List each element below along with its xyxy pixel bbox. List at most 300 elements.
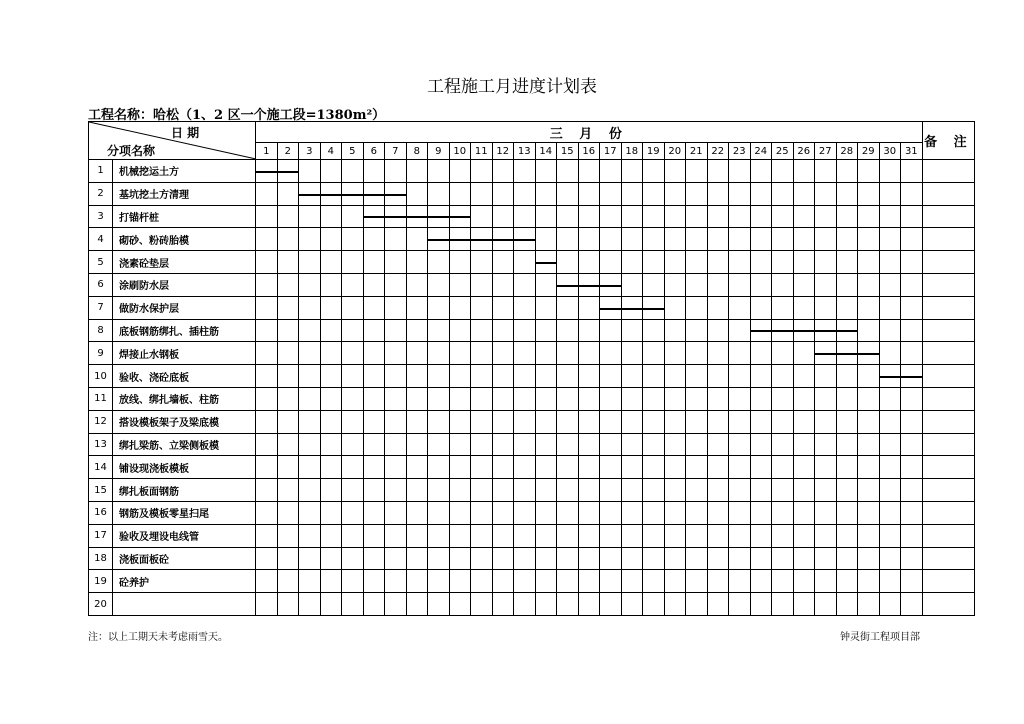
day-cell <box>363 296 385 319</box>
day-cell <box>707 433 729 456</box>
day-cell <box>858 547 880 570</box>
day-cell <box>772 593 794 616</box>
day-cell <box>621 342 643 365</box>
day-cell <box>686 456 708 479</box>
row-number: 7 <box>89 296 113 319</box>
day-cell <box>363 228 385 251</box>
day-cell <box>578 296 600 319</box>
day-cell <box>557 273 579 296</box>
day-cell <box>578 524 600 547</box>
day-cell <box>406 228 428 251</box>
day-cell <box>901 319 923 342</box>
day-cell <box>320 365 342 388</box>
day-cell <box>707 570 729 593</box>
day-cell <box>858 319 880 342</box>
day-cell <box>428 387 450 410</box>
day-cell <box>836 524 858 547</box>
table-row <box>89 251 975 274</box>
day-cell <box>621 410 643 433</box>
day-cell <box>492 228 514 251</box>
day-cell <box>772 342 794 365</box>
day-cell <box>471 182 493 205</box>
day-cell <box>793 273 815 296</box>
day-cell <box>406 410 428 433</box>
note-cell <box>922 524 975 547</box>
day-cell <box>686 296 708 319</box>
day-cell <box>342 547 364 570</box>
day-cell <box>621 456 643 479</box>
day-cell <box>428 524 450 547</box>
day-cell <box>621 319 643 342</box>
day-cell <box>793 501 815 524</box>
day-cell <box>879 456 901 479</box>
day-cell <box>299 593 321 616</box>
note-cell <box>922 410 975 433</box>
day-cell <box>342 296 364 319</box>
day-cell <box>320 182 342 205</box>
day-cell <box>342 228 364 251</box>
day-cell <box>793 410 815 433</box>
day-cell <box>471 570 493 593</box>
day-cell <box>686 160 708 183</box>
day-cell <box>428 342 450 365</box>
day-cell <box>471 342 493 365</box>
day-cell <box>707 501 729 524</box>
day-cell <box>492 547 514 570</box>
day-cell <box>750 319 772 342</box>
note-cell <box>922 547 975 570</box>
day-cell <box>492 433 514 456</box>
day-cell <box>729 410 751 433</box>
day-cell <box>750 387 772 410</box>
day-cell <box>428 319 450 342</box>
day-cell <box>557 479 579 502</box>
day-cell <box>901 342 923 365</box>
day-cell <box>406 365 428 388</box>
day-cell <box>557 410 579 433</box>
row-number: 1 <box>89 160 113 183</box>
day-cell <box>363 593 385 616</box>
day-cell <box>729 456 751 479</box>
day-cell <box>707 456 729 479</box>
day-cell <box>858 205 880 228</box>
day-cell <box>686 547 708 570</box>
day-cell <box>342 479 364 502</box>
day-cell <box>879 273 901 296</box>
day-cell <box>578 342 600 365</box>
day-cell <box>815 365 837 388</box>
table-row <box>89 524 975 547</box>
row-number: 4 <box>89 228 113 251</box>
day-header: 23 <box>729 143 751 160</box>
table-row <box>89 501 975 524</box>
day-cell <box>385 387 407 410</box>
day-cell <box>363 501 385 524</box>
day-cell <box>600 387 622 410</box>
day-cell <box>750 251 772 274</box>
day-cell <box>621 251 643 274</box>
day-cell <box>535 251 557 274</box>
day-cell <box>686 228 708 251</box>
day-cell <box>879 251 901 274</box>
row-number: 13 <box>89 433 113 456</box>
day-cell <box>535 296 557 319</box>
day-cell <box>471 456 493 479</box>
day-cell <box>643 593 665 616</box>
day-cell <box>449 205 471 228</box>
day-cell <box>557 160 579 183</box>
day-cell <box>729 228 751 251</box>
day-cell <box>428 501 450 524</box>
day-cell <box>815 182 837 205</box>
day-cell <box>707 387 729 410</box>
table-row <box>89 456 975 479</box>
day-cell <box>299 501 321 524</box>
table-row <box>89 479 975 502</box>
day-cell <box>299 228 321 251</box>
day-cell <box>836 547 858 570</box>
day-cell <box>750 228 772 251</box>
day-cell <box>750 205 772 228</box>
day-cell <box>836 387 858 410</box>
day-cell <box>406 342 428 365</box>
day-cell <box>471 273 493 296</box>
day-cell <box>492 501 514 524</box>
day-cell <box>815 593 837 616</box>
day-cell <box>729 365 751 388</box>
day-cell <box>750 433 772 456</box>
task-name: 搭设模板架子及梁底模 <box>113 410 256 433</box>
day-cell <box>621 524 643 547</box>
day-cell <box>664 342 686 365</box>
day-cell <box>686 501 708 524</box>
day-cell <box>406 205 428 228</box>
day-cell <box>471 387 493 410</box>
day-cell <box>557 365 579 388</box>
day-cell <box>277 387 299 410</box>
day-cell <box>772 319 794 342</box>
task-name: 砼养护 <box>113 570 256 593</box>
day-cell <box>772 205 794 228</box>
day-cell <box>320 501 342 524</box>
day-cell <box>707 547 729 570</box>
day-cell <box>514 547 536 570</box>
day-cell <box>385 456 407 479</box>
day-cell <box>664 228 686 251</box>
day-cell <box>277 479 299 502</box>
day-cell <box>320 205 342 228</box>
day-cell <box>750 182 772 205</box>
day-cell <box>772 182 794 205</box>
day-cell <box>406 296 428 319</box>
task-name: 焊接止水钢板 <box>113 342 256 365</box>
day-cell <box>514 456 536 479</box>
day-cell <box>406 501 428 524</box>
day-cell <box>385 228 407 251</box>
day-cell <box>686 410 708 433</box>
day-cell <box>815 387 837 410</box>
day-cell <box>256 251 278 274</box>
table-row <box>89 182 975 205</box>
day-header: 1 <box>256 143 278 160</box>
day-cell <box>686 251 708 274</box>
table-row <box>89 160 975 183</box>
day-cell <box>815 251 837 274</box>
day-cell <box>858 387 880 410</box>
day-cell <box>815 205 837 228</box>
row-number: 6 <box>89 273 113 296</box>
day-cell <box>772 570 794 593</box>
day-cell <box>836 593 858 616</box>
day-cell <box>277 319 299 342</box>
row-number: 11 <box>89 387 113 410</box>
day-cell <box>686 479 708 502</box>
day-cell <box>600 433 622 456</box>
day-cell <box>772 296 794 319</box>
day-cell <box>406 182 428 205</box>
day-header: 8 <box>406 143 428 160</box>
day-cell <box>600 365 622 388</box>
day-cell <box>729 433 751 456</box>
day-cell <box>750 547 772 570</box>
day-cell <box>557 387 579 410</box>
day-cell <box>535 228 557 251</box>
page-title: 工程施工月进度计划表 <box>427 77 597 97</box>
day-cell <box>363 387 385 410</box>
day-cell <box>277 205 299 228</box>
task-name: 放线、绑扎墙板、柱筋 <box>113 387 256 410</box>
day-cell <box>578 479 600 502</box>
day-cell <box>449 547 471 570</box>
day-cell <box>256 342 278 365</box>
day-cell <box>686 342 708 365</box>
day-cell <box>600 273 622 296</box>
day-cell <box>836 319 858 342</box>
day-cell <box>256 273 278 296</box>
day-cell <box>901 182 923 205</box>
day-cell <box>277 456 299 479</box>
day-cell <box>664 296 686 319</box>
day-cell <box>600 593 622 616</box>
day-cell <box>643 547 665 570</box>
day-cell <box>557 593 579 616</box>
day-cell <box>600 570 622 593</box>
row-number: 18 <box>89 547 113 570</box>
day-cell <box>858 160 880 183</box>
date-item-diagonal-header <box>89 122 256 160</box>
day-cell <box>793 160 815 183</box>
day-cell <box>879 524 901 547</box>
day-cell <box>901 547 923 570</box>
day-cell <box>664 479 686 502</box>
task-name: 验收、浇砼底板 <box>113 365 256 388</box>
day-cell <box>428 160 450 183</box>
row-number: 8 <box>89 319 113 342</box>
day-cell <box>815 524 837 547</box>
day-cell <box>277 547 299 570</box>
day-cell <box>363 319 385 342</box>
day-cell <box>600 319 622 342</box>
day-cell <box>428 593 450 616</box>
day-cell <box>793 479 815 502</box>
task-name: 钢筋及模板零星扫尾 <box>113 501 256 524</box>
footer-org: 钟灵街工程项目部 <box>840 632 920 643</box>
day-cell <box>492 342 514 365</box>
day-cell <box>729 387 751 410</box>
day-cell <box>320 570 342 593</box>
day-cell <box>363 547 385 570</box>
day-cell <box>256 296 278 319</box>
day-cell <box>815 547 837 570</box>
day-cell <box>750 160 772 183</box>
day-cell <box>535 319 557 342</box>
day-cell <box>557 547 579 570</box>
day-cell <box>342 319 364 342</box>
day-cell <box>793 433 815 456</box>
day-cell <box>707 524 729 547</box>
day-cell <box>621 296 643 319</box>
day-cell <box>836 342 858 365</box>
day-cell <box>535 365 557 388</box>
day-cell <box>578 547 600 570</box>
day-cell <box>815 342 837 365</box>
day-cell <box>901 365 923 388</box>
day-cell <box>363 524 385 547</box>
day-cell <box>535 433 557 456</box>
day-header: 18 <box>621 143 643 160</box>
day-cell <box>643 319 665 342</box>
day-cell <box>363 251 385 274</box>
day-cell <box>664 160 686 183</box>
day-cell <box>535 182 557 205</box>
day-cell <box>578 501 600 524</box>
day-cell <box>492 593 514 616</box>
day-cell <box>815 479 837 502</box>
day-cell <box>385 342 407 365</box>
day-cell <box>600 547 622 570</box>
day-cell <box>901 456 923 479</box>
day-cell <box>707 251 729 274</box>
day-cell <box>772 365 794 388</box>
day-cell <box>342 410 364 433</box>
day-cell <box>514 160 536 183</box>
day-cell <box>557 251 579 274</box>
day-cell <box>514 273 536 296</box>
day-cell <box>514 251 536 274</box>
day-cell <box>729 319 751 342</box>
day-cell <box>750 296 772 319</box>
day-cell <box>385 273 407 296</box>
day-cell <box>686 319 708 342</box>
day-cell <box>535 479 557 502</box>
row-number: 15 <box>89 479 113 502</box>
day-cell <box>428 251 450 274</box>
day-cell <box>256 387 278 410</box>
day-cell <box>514 182 536 205</box>
day-cell <box>879 228 901 251</box>
day-cell <box>815 433 837 456</box>
day-header: 13 <box>514 143 536 160</box>
day-cell <box>793 251 815 274</box>
day-cell <box>385 205 407 228</box>
day-cell <box>621 228 643 251</box>
note-cell <box>922 228 975 251</box>
day-cell <box>578 365 600 388</box>
day-cell <box>535 501 557 524</box>
day-cell <box>492 410 514 433</box>
day-cell <box>729 160 751 183</box>
day-cell <box>492 479 514 502</box>
note-cell <box>922 456 975 479</box>
day-header: 28 <box>836 143 858 160</box>
day-cell <box>664 456 686 479</box>
day-cell <box>514 410 536 433</box>
day-cell <box>342 182 364 205</box>
table-row <box>89 387 975 410</box>
day-cell <box>320 456 342 479</box>
day-cell <box>428 273 450 296</box>
day-cell <box>535 570 557 593</box>
day-header: 6 <box>363 143 385 160</box>
day-cell <box>901 570 923 593</box>
day-cell <box>729 593 751 616</box>
day-cell <box>320 296 342 319</box>
day-cell <box>535 205 557 228</box>
day-cell <box>686 524 708 547</box>
day-cell <box>363 273 385 296</box>
day-cell <box>428 182 450 205</box>
day-cell <box>578 319 600 342</box>
day-cell <box>643 251 665 274</box>
day-cell <box>471 228 493 251</box>
day-cell <box>342 160 364 183</box>
day-cell <box>879 160 901 183</box>
table-row <box>89 205 975 228</box>
day-cell <box>707 273 729 296</box>
day-cell <box>686 433 708 456</box>
day-cell <box>449 228 471 251</box>
note-cell <box>922 593 975 616</box>
day-header: 22 <box>707 143 729 160</box>
day-header: 14 <box>535 143 557 160</box>
day-cell <box>514 342 536 365</box>
note-cell <box>922 433 975 456</box>
note-cell <box>922 296 975 319</box>
day-header: 24 <box>750 143 772 160</box>
day-cell <box>643 342 665 365</box>
task-name: 机械挖运土方 <box>113 160 256 183</box>
day-cell <box>879 342 901 365</box>
day-cell <box>492 524 514 547</box>
day-cell <box>750 410 772 433</box>
day-cell <box>471 251 493 274</box>
day-cell <box>836 296 858 319</box>
day-cell <box>256 524 278 547</box>
day-cell <box>578 228 600 251</box>
day-cell <box>471 433 493 456</box>
day-cell <box>277 273 299 296</box>
day-header: 29 <box>858 143 880 160</box>
day-cell <box>600 160 622 183</box>
day-cell <box>406 387 428 410</box>
note-cell <box>922 387 975 410</box>
day-cell <box>772 433 794 456</box>
day-cell <box>643 433 665 456</box>
row-number: 20 <box>89 593 113 616</box>
day-cell <box>578 570 600 593</box>
day-cell <box>578 182 600 205</box>
day-cell <box>535 273 557 296</box>
